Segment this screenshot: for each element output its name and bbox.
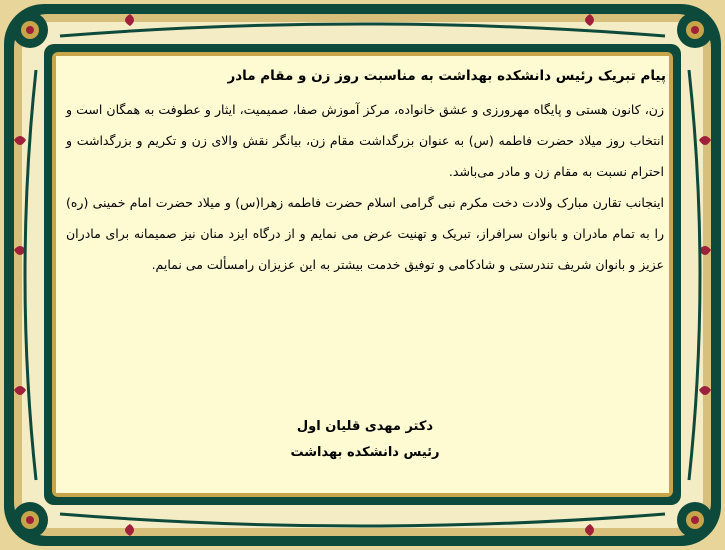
message-body — [62, 62, 668, 487]
signature-position: رئیس دانشکده بهداشت — [290, 445, 440, 460]
paragraph-1: زن، کانون هستی و پایگاه مهرورزی و عشق خانواده، مرکز آموزش صفا، صمیمیت، ایثار و عطوفت به همگان است و انتخاب روز میلاد حضرت فاطمه (س) به عنوان بزرگداشت مقام زن، بیانگر نقش والای زن و تکریم و بزرگداشت و احترام نسبت به مقام زن و مادر می‌باشد. — [66, 102, 664, 179]
message-text — [66, 94, 664, 280]
page-title: پیام تبریک رئیس دانشکده بهداشت به مناسبت روز زن و مقام مادر — [227, 68, 666, 84]
signature-block — [62, 414, 668, 466]
paragraph-2: اینجانب تقارن مبارک ولادت دخت مکرم نبی گرامی اسلام حضرت فاطمه زهرا(س) و میلاد حضرت امام خمینی (ره) را به تمام مادران و بانوان سرافراز، تبریک و تهنیت عرض می نمایم و از درگاه ایزد منان نیز صمیمانه برای مادران عزیز و بانوان شریف تندرستی و شادکامی و توفیق خدمت بیشتر به این عزیزان رامسألت می نمایم. — [66, 195, 664, 272]
signature-name: دکتر مهدی قلیان اول — [296, 419, 434, 434]
